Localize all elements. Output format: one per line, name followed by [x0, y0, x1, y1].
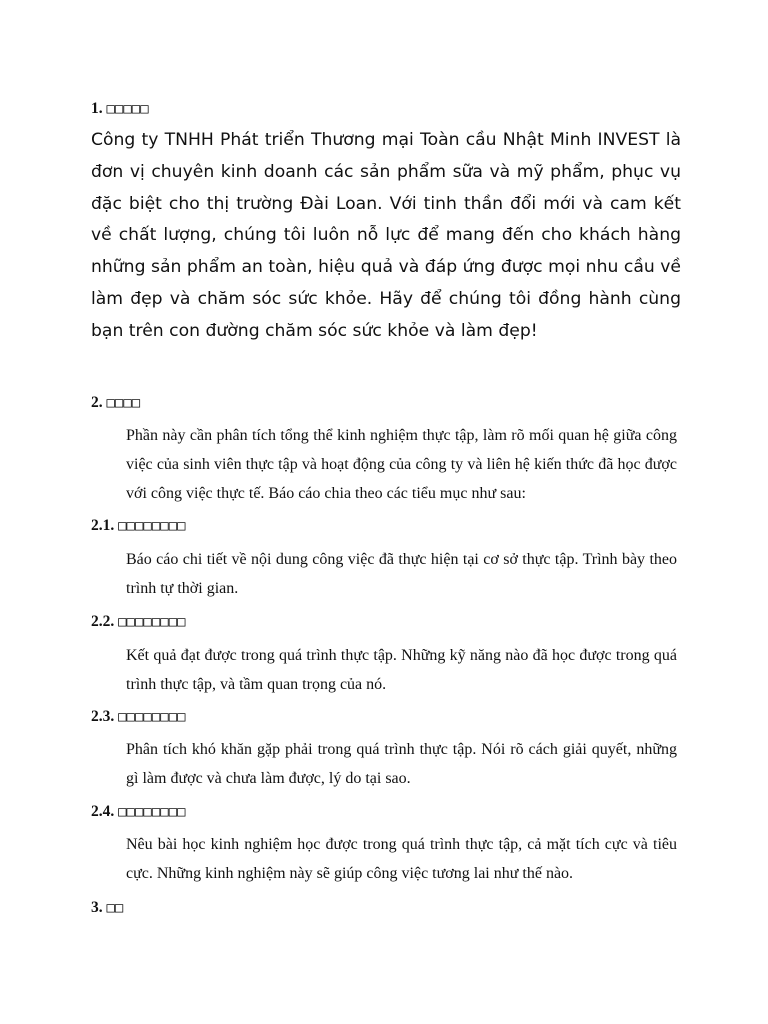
subsection-2-3-number: 2.3. — [91, 708, 115, 725]
subsection-2-4-title: □□□□□□□□ — [118, 804, 186, 820]
subsection-2-2-heading — [91, 612, 186, 632]
section-3-heading — [91, 898, 123, 918]
company-intro-paragraph: Công ty TNHH Phát triển Thương mại Toàn cầu Nhật Minh INVEST là đơn vị chuyên kinh doanh các sản phẩm sữa và mỹ phẩm, phục vụ đặc biệt cho thị trường Đài Loan. Với tinh thần đổi mới và cam kết về chất lượng, chúng tôi luôn nỗ lực để mang đến cho khách hàng những sản phẩm an toàn, hiệu quả và đáp ứng được mọi nhu cầu về làm đẹp và chăm sóc sức khỏe. Hãy để chúng tôi đồng hành cùng bạn trên con đường chăm sóc sức khỏe và làm đẹp! — [91, 130, 681, 341]
section-2-number: 2. — [91, 394, 103, 411]
subsection-2-2-number: 2.2. — [91, 613, 115, 630]
subsection-2-4-paragraph: Nêu bài học kinh nghiệm học được trong quá trình thực tập, cả mặt tích cực và tiêu cực. Những kinh nghiệm này sẽ giúp công việc tương lai như thế nào. — [126, 836, 677, 882]
subsection-2-2-title: □□□□□□□□ — [118, 614, 186, 630]
subsection-2-3-title: □□□□□□□□ — [118, 709, 186, 725]
subsection-2-2-paragraph: Kết quả đạt được trong quá trình thực tập. Những kỹ năng nào đã học được trong quá trình thực tập, và tầm quan trọng của nó. — [126, 647, 677, 693]
subsection-2-3-paragraph: Phân tích khó khăn gặp phải trong quá trình thực tập. Nói rõ cách giải quyết, những gì làm được và chưa làm được, lý do tại sao. — [126, 741, 677, 787]
section-2-title: □□□□ — [106, 395, 141, 411]
section-2-paragraph: Phần này cần phân tích tổng thể kinh nghiệm thực tập, làm rõ mối quan hệ giữa công việc của sinh viên thực tập và hoạt động của công ty và liên hệ kiến thức đã học được với công việc thực tế. Báo cáo chia theo các tiểu mục như sau: — [126, 427, 677, 502]
subsection-2-4-heading — [91, 802, 186, 822]
subsection-2-3-heading — [91, 707, 186, 727]
subsection-2-1-number: 2.1. — [91, 517, 115, 534]
section-1-number: 1. — [91, 100, 103, 117]
subsection-2-1-paragraph: Báo cáo chi tiết về nội dung công việc đã thực hiện tại cơ sở thực tập. Trình bày theo trình tự thời gian. — [126, 551, 677, 597]
section-2-heading — [91, 393, 140, 413]
section-3-number: 3. — [91, 899, 103, 916]
section-1-heading — [91, 99, 149, 119]
section-1-title: □□□□□ — [106, 101, 149, 117]
section-3-title: □□ — [106, 900, 124, 916]
subsection-2-1-title: □□□□□□□□ — [118, 518, 186, 534]
subsection-2-4-number: 2.4. — [91, 803, 115, 820]
subsection-2-1-heading — [91, 516, 186, 536]
